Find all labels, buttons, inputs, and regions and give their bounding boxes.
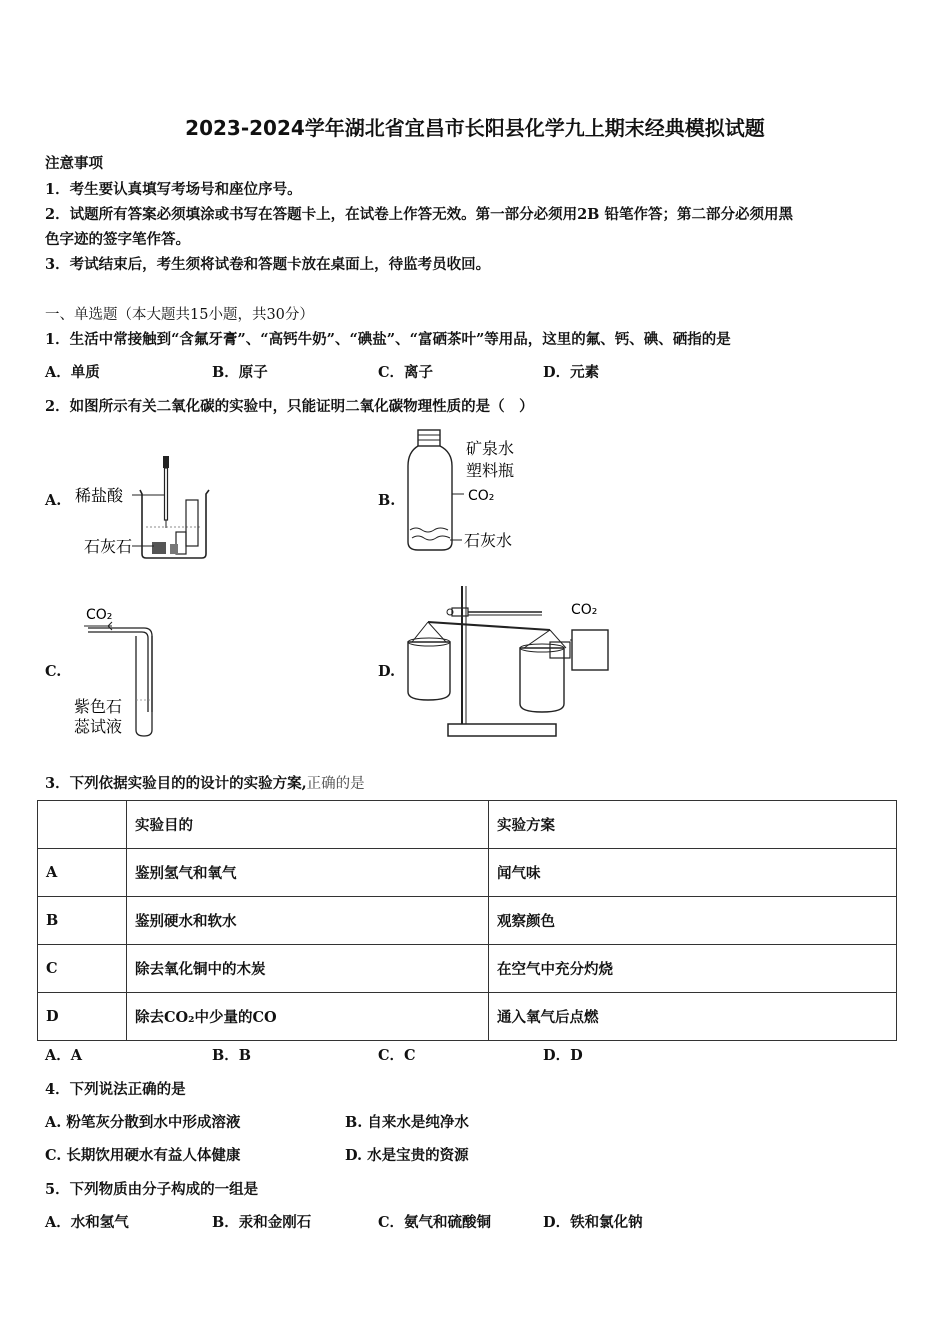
page-title: 2023-2024学年湖北省宜昌市长阳县化学九上期末经典模拟试题 (185, 116, 765, 140)
q4-option-a[interactable]: A. 粉笔灰分散到水中形成溶液 (45, 1114, 241, 1131)
table-cell: C (38, 945, 127, 993)
table-cell: 除去氧化铜中的木炭 (127, 945, 489, 993)
table-row (38, 897, 897, 945)
fig-b-label-limewater: 石灰水 (464, 531, 513, 550)
table-cell: A (38, 849, 127, 897)
figure-c-test-tube (70, 600, 170, 740)
fig-c-label-litmus-2: 蕊试液 (74, 717, 123, 736)
notes-heading: 注意事项 (45, 155, 103, 172)
q4-option-c[interactable]: C. 长期饮用硬水有益人体健康 (45, 1147, 241, 1164)
q1-option-d[interactable]: D．元素 (543, 364, 600, 381)
table-cell: 鉴别氢气和氧气 (127, 849, 489, 897)
table-cell: 鉴别硬水和软水 (127, 897, 489, 945)
table-header-cell: 实验方案 (489, 801, 897, 849)
q2-label-c[interactable]: C. (45, 663, 62, 680)
q2-label-d[interactable]: D. (378, 663, 396, 680)
table-row (38, 945, 897, 993)
figure-a-beaker (70, 448, 230, 564)
figure-b-bottle (400, 426, 550, 556)
table-cell: D (38, 993, 127, 1041)
table-cell: 通入氧气后点燃 (489, 993, 897, 1041)
q1-option-b[interactable]: B．原子 (212, 364, 268, 381)
note-item: 色字迹的签字笔作答。 (45, 231, 190, 248)
q4-stem: 4．下列说法正确的是 (45, 1081, 186, 1098)
table-header-cell: 实验目的 (127, 801, 489, 849)
q3-option-d[interactable]: D．D (543, 1047, 583, 1064)
table-cell: 闻气味 (489, 849, 897, 897)
q3-table (37, 800, 897, 1041)
q5-option-c[interactable]: C．氨气和硫酸铜 (378, 1214, 492, 1231)
fig-b-label-co2: CO₂ (468, 488, 495, 504)
table-cell: 观察颜色 (489, 897, 897, 945)
q3-option-a[interactable]: A．A (45, 1047, 83, 1064)
q2-label-a[interactable]: A. (45, 492, 62, 509)
table-header-row (38, 801, 897, 849)
table-row (38, 849, 897, 897)
q3-option-b[interactable]: B．B (212, 1047, 252, 1064)
fig-c-label-co2: CO₂ (86, 607, 113, 623)
q2-stem: 2．如图所示有关二氧化碳的实验中，只能证明二氧化碳物理性质的是（ ） (45, 398, 534, 415)
q3-stem (45, 772, 365, 793)
q4-option-b[interactable]: B. 自来水是纯净水 (345, 1114, 469, 1131)
fig-a-label-limestone: 石灰石 (84, 537, 133, 556)
table-cell: 除去CO₂中少量的CO (127, 993, 489, 1041)
table-cell: B (38, 897, 127, 945)
fig-b-label-bottle: 塑料瓶 (466, 461, 515, 480)
note-item: 1．考生要认真填写考场号和座位序号。 (45, 181, 302, 198)
q2-label-b[interactable]: B. (378, 492, 396, 509)
q3-stem-normal: 正确的是 (306, 776, 365, 792)
section-heading: 一、单选题（本大题共15小题，共30分） (45, 307, 314, 323)
fig-d-label-co2: CO₂ (571, 602, 598, 618)
q3-stem-bold: 3．下列依据实验目的的设计的实验方案, (45, 775, 307, 792)
q1-option-a[interactable]: A．单质 (45, 364, 100, 381)
q4-option-d[interactable]: D. 水是宝贵的资源 (345, 1147, 469, 1164)
table-header-cell (38, 801, 127, 849)
note-item: 2．试题所有答案必须填涂或书写在答题卡上，在试卷上作答无效。第一部分必须用2B 铅笔作答；第二部分必须用黑 (45, 206, 793, 223)
table-cell: 在空气中充分灼烧 (489, 945, 897, 993)
q5-option-a[interactable]: A．水和氢气 (45, 1214, 129, 1231)
fig-b-label-water: 矿泉水 (466, 439, 515, 458)
figure-d-balance (400, 584, 620, 742)
fig-c-label-litmus-1: 紫色石 (74, 697, 123, 716)
q5-stem: 5．下列物质由分子构成的一组是 (45, 1181, 259, 1198)
q1-stem: 1．生活中常接触到“含氟牙膏”、“高钙牛奶”、“碘盐”、“富硒茶叶”等用品，这里的氟、钙、碘、硒指的是 (45, 331, 731, 348)
q3-option-c[interactable]: C．C (378, 1047, 416, 1064)
q5-option-b[interactable]: B．汞和金刚石 (212, 1214, 312, 1231)
q5-option-d[interactable]: D．铁和氯化钠 (543, 1214, 643, 1231)
fig-a-label-acid: 稀盐酸 (75, 486, 124, 505)
note-item: 3．考试结束后，考生须将试卷和答题卡放在桌面上，待监考员收回。 (45, 256, 491, 273)
q1-option-c[interactable]: C．离子 (378, 364, 434, 381)
table-row (38, 993, 897, 1041)
